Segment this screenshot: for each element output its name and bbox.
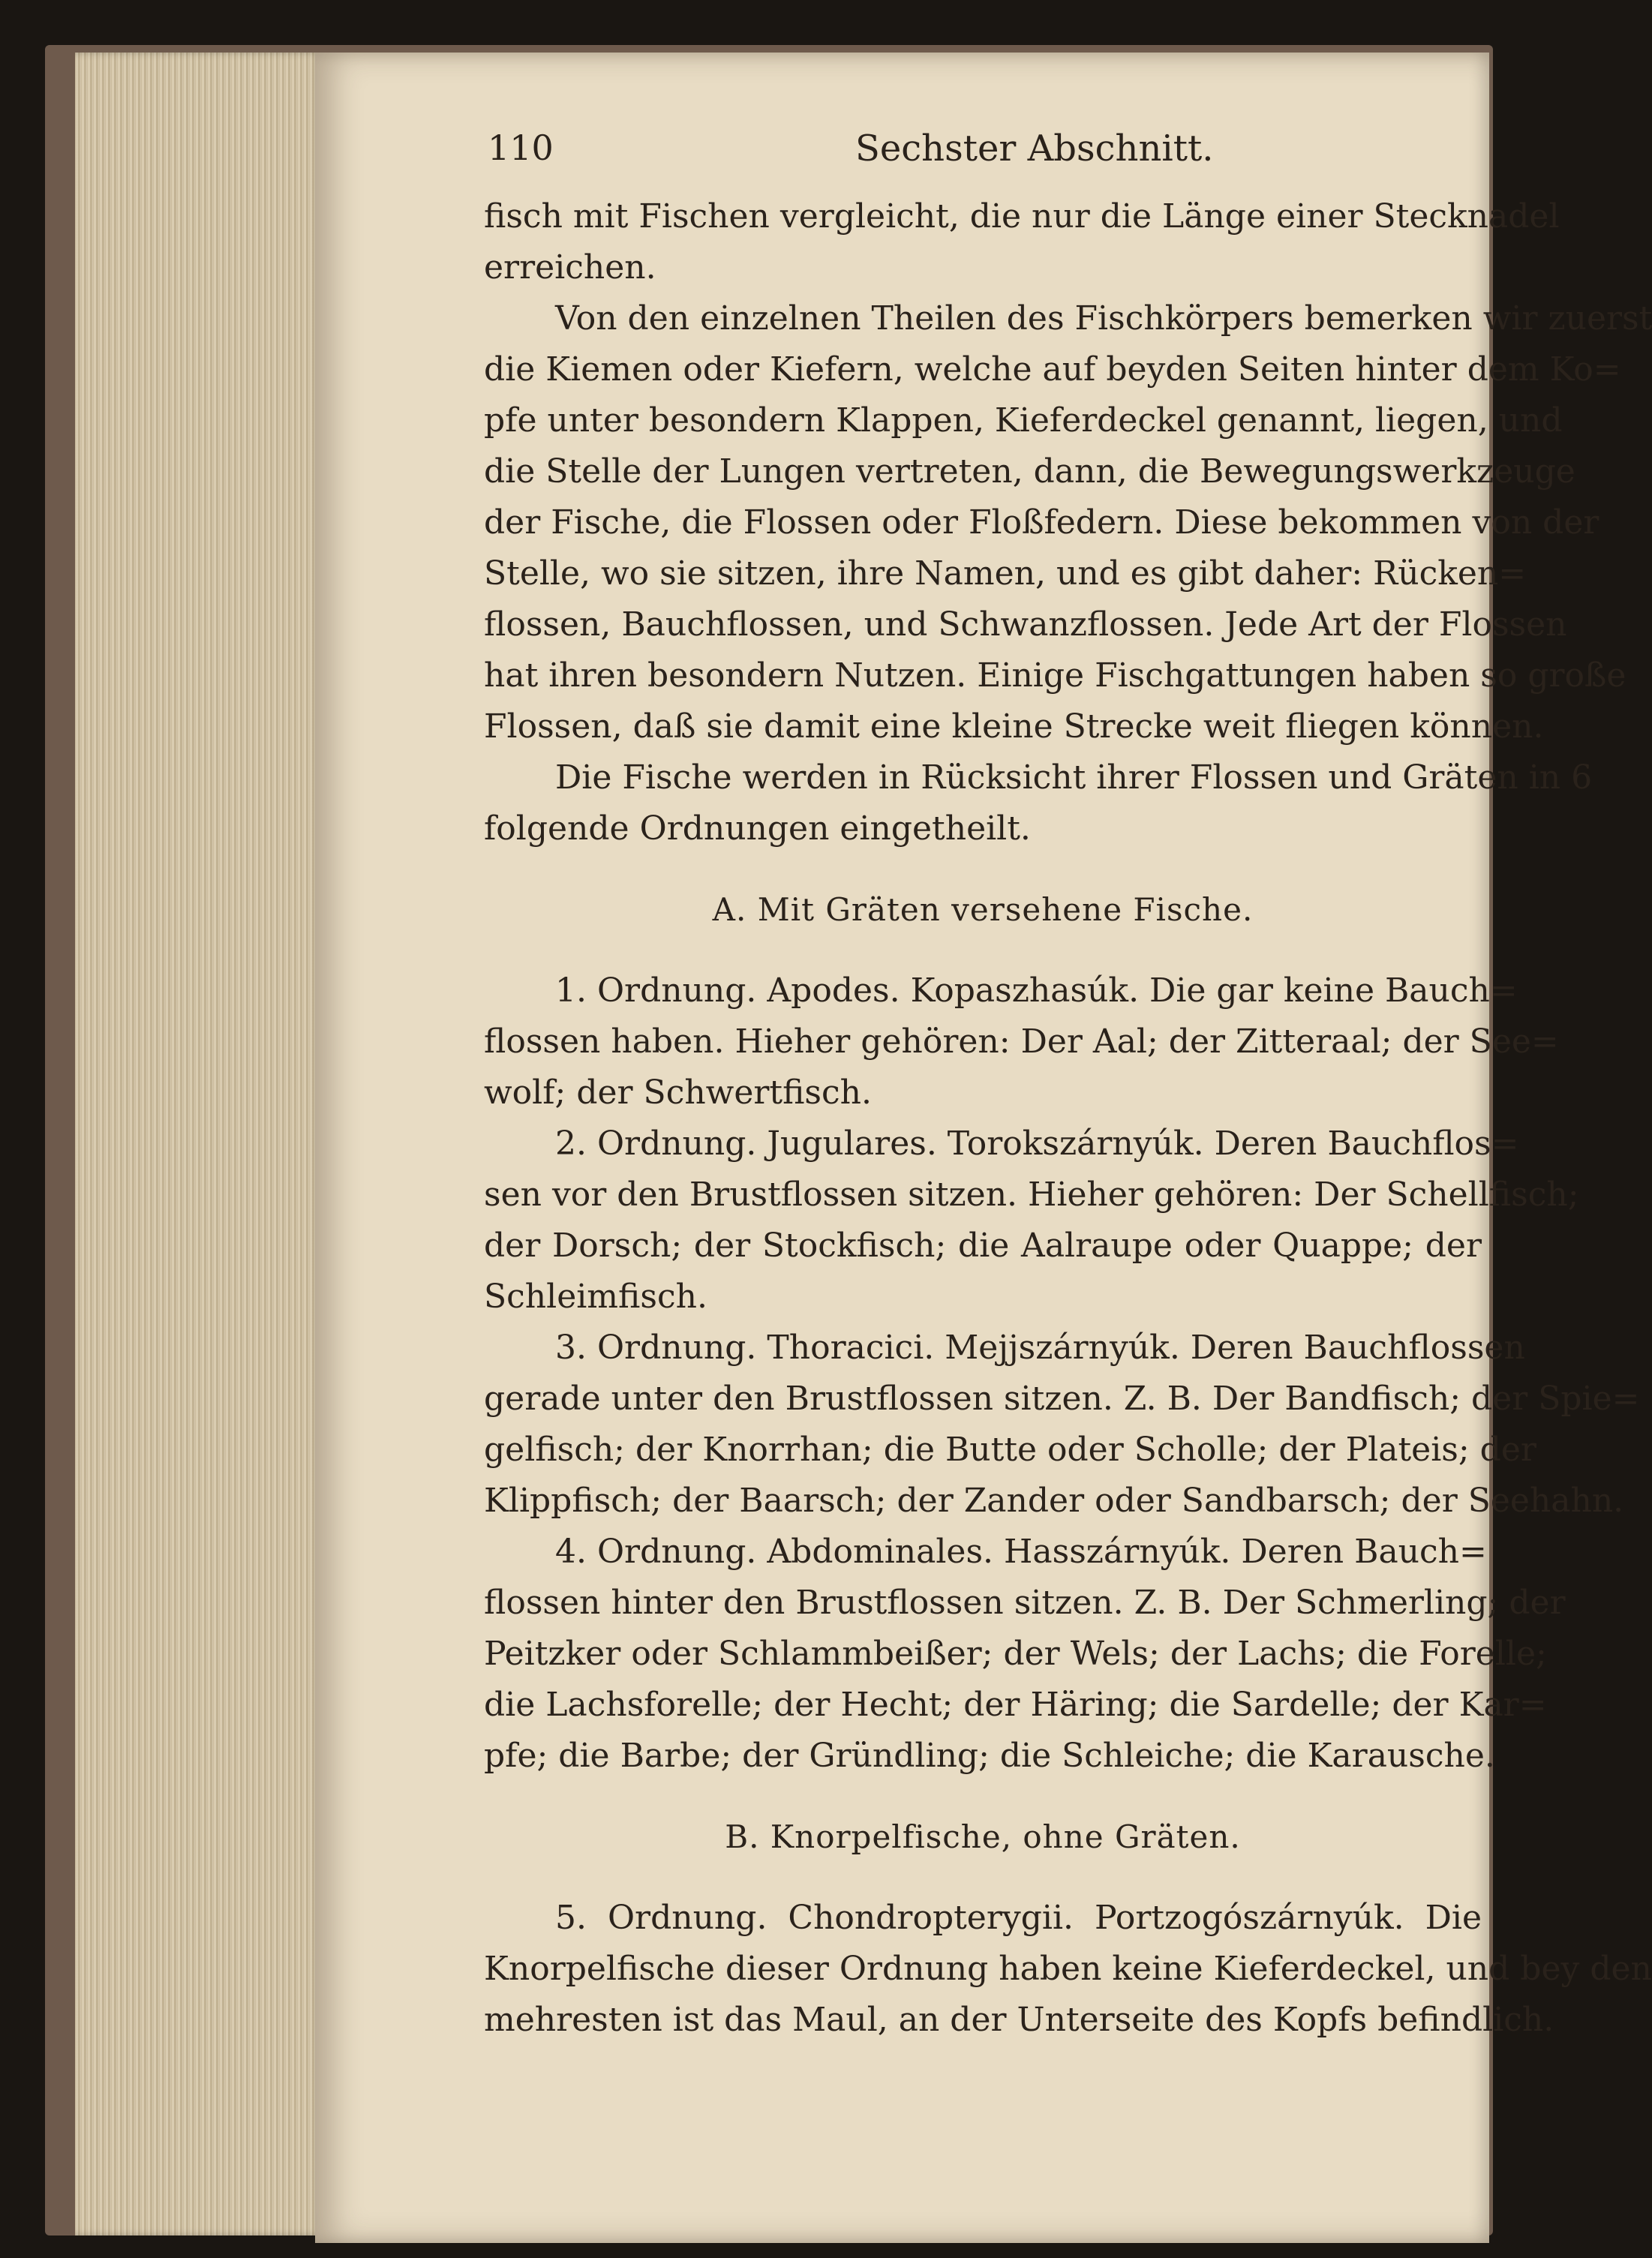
text-line: gerade unter den Brustflossen sitzen. Z. B. Der Bandfisch; der Spie= — [484, 1380, 1640, 1418]
text-line: flossen hinter den Brustflossen sitzen. Z. B. Der Schmerling; der — [484, 1584, 1566, 1622]
text-line: Von den einzelnen Theilen des Fischkörpers bemerken wir zuerst — [555, 299, 1652, 338]
body-text — [484, 191, 1652, 2046]
page-edges — [75, 53, 323, 2235]
text-line: pfe unter besondern Klappen, Kieferdeckel genannt, liegen, und — [484, 401, 1563, 440]
text-line: 5. Ordnung. Chondropterygii. Portzogószárnyúk. Die — [555, 1899, 1482, 1937]
book-page — [315, 53, 1652, 2243]
text-line: wolf; der Schwertfisch. — [484, 1073, 872, 1112]
text-line: Schleimfisch. — [484, 1278, 707, 1316]
text-line: die Kiemen oder Kiefern, welche auf beyden Seiten hinter dem Ko= — [484, 350, 1621, 389]
section-heading-b: B. Knorpelfische, ohne Gräten. — [725, 1818, 1241, 1855]
page-number: 110 — [488, 128, 554, 168]
text-line: Die Fische werden in Rücksicht ihrer Flossen und Gräten in 6 — [555, 758, 1593, 797]
text-line: flossen, Bauchflossen, und Schwanzflossen. Jede Art der Flossen — [484, 605, 1567, 644]
text-line: sen vor den Brustflossen sitzen. Hieher gehören: Der Schellfisch; — [484, 1176, 1579, 1214]
text-line: die Lachsforelle; der Hecht; der Häring; die Sardelle; der Kar= — [484, 1686, 1547, 1724]
text-line: Knorpelfische dieser Ordnung haben keine Kieferdeckel, und bey den — [484, 1950, 1652, 1988]
text-line: die Stelle der Lungen vertreten, dann, die Bewegungswerkzeuge — [484, 452, 1575, 491]
text-line: Peitzker oder Schlammbeißer; der Wels; der Lachs; die Forelle; — [484, 1635, 1547, 1673]
text-line: mehresten ist das Maul, an der Unterseite des Kopfs befindlich. — [484, 2001, 1554, 2039]
text-line: Flossen, daß sie damit eine kleine Strecke weit fliegen können. — [484, 707, 1544, 746]
text-line: folgende Ordnungen eingetheilt. — [484, 809, 1031, 848]
section-heading-a: A. Mit Gräten versehene Fische. — [712, 891, 1254, 928]
page-header — [315, 128, 1489, 180]
text-line: gelfisch; der Knorrhan; die Butte oder Scholle; der Plateis; der — [484, 1431, 1536, 1469]
text-line: flossen haben. Hieher gehören: Der Aal; der Zitteraal; der See= — [484, 1022, 1559, 1061]
text-line: erreichen. — [484, 248, 656, 287]
text-line: 1. Ordnung. Apodes. Kopaszhasúk. Die gar keine Bauch= — [555, 971, 1518, 1010]
text-line: Stelle, wo sie sitzen, ihre Namen, und es gibt daher: Rücken= — [484, 554, 1527, 593]
text-line: Klippfisch; der Baarsch; der Zander oder Sandbarsch; der Seehahn. — [484, 1482, 1624, 1520]
text-line: fisch mit Fischen vergleicht, die nur die Länge einer Stecknadel — [484, 197, 1560, 236]
text-line: hat ihren besondern Nutzen. Einige Fischgattungen haben so große — [484, 656, 1626, 695]
text-line: 2. Ordnung. Jugulares. Torokszárnyúk. Deren Bauchflos= — [555, 1124, 1519, 1163]
text-line: 3. Ordnung. Thoracici. Mejjszárnyúk. Deren Bauchflossen — [555, 1329, 1525, 1367]
text-line: der Fische, die Flossen oder Floßfedern. Diese bekommen von der — [484, 503, 1599, 542]
text-line: 4. Ordnung. Abdominales. Hasszárnyúk. Deren Bauch= — [555, 1533, 1487, 1571]
text-line: der Dorsch; der Stockfisch; die Aalraupe oder Quappe; der — [484, 1227, 1482, 1265]
text-line: pfe; die Barbe; der Gründling; die Schleiche; die Karausche. — [484, 1737, 1495, 1775]
running-head: Sechster Abschnitt. — [855, 128, 1214, 170]
